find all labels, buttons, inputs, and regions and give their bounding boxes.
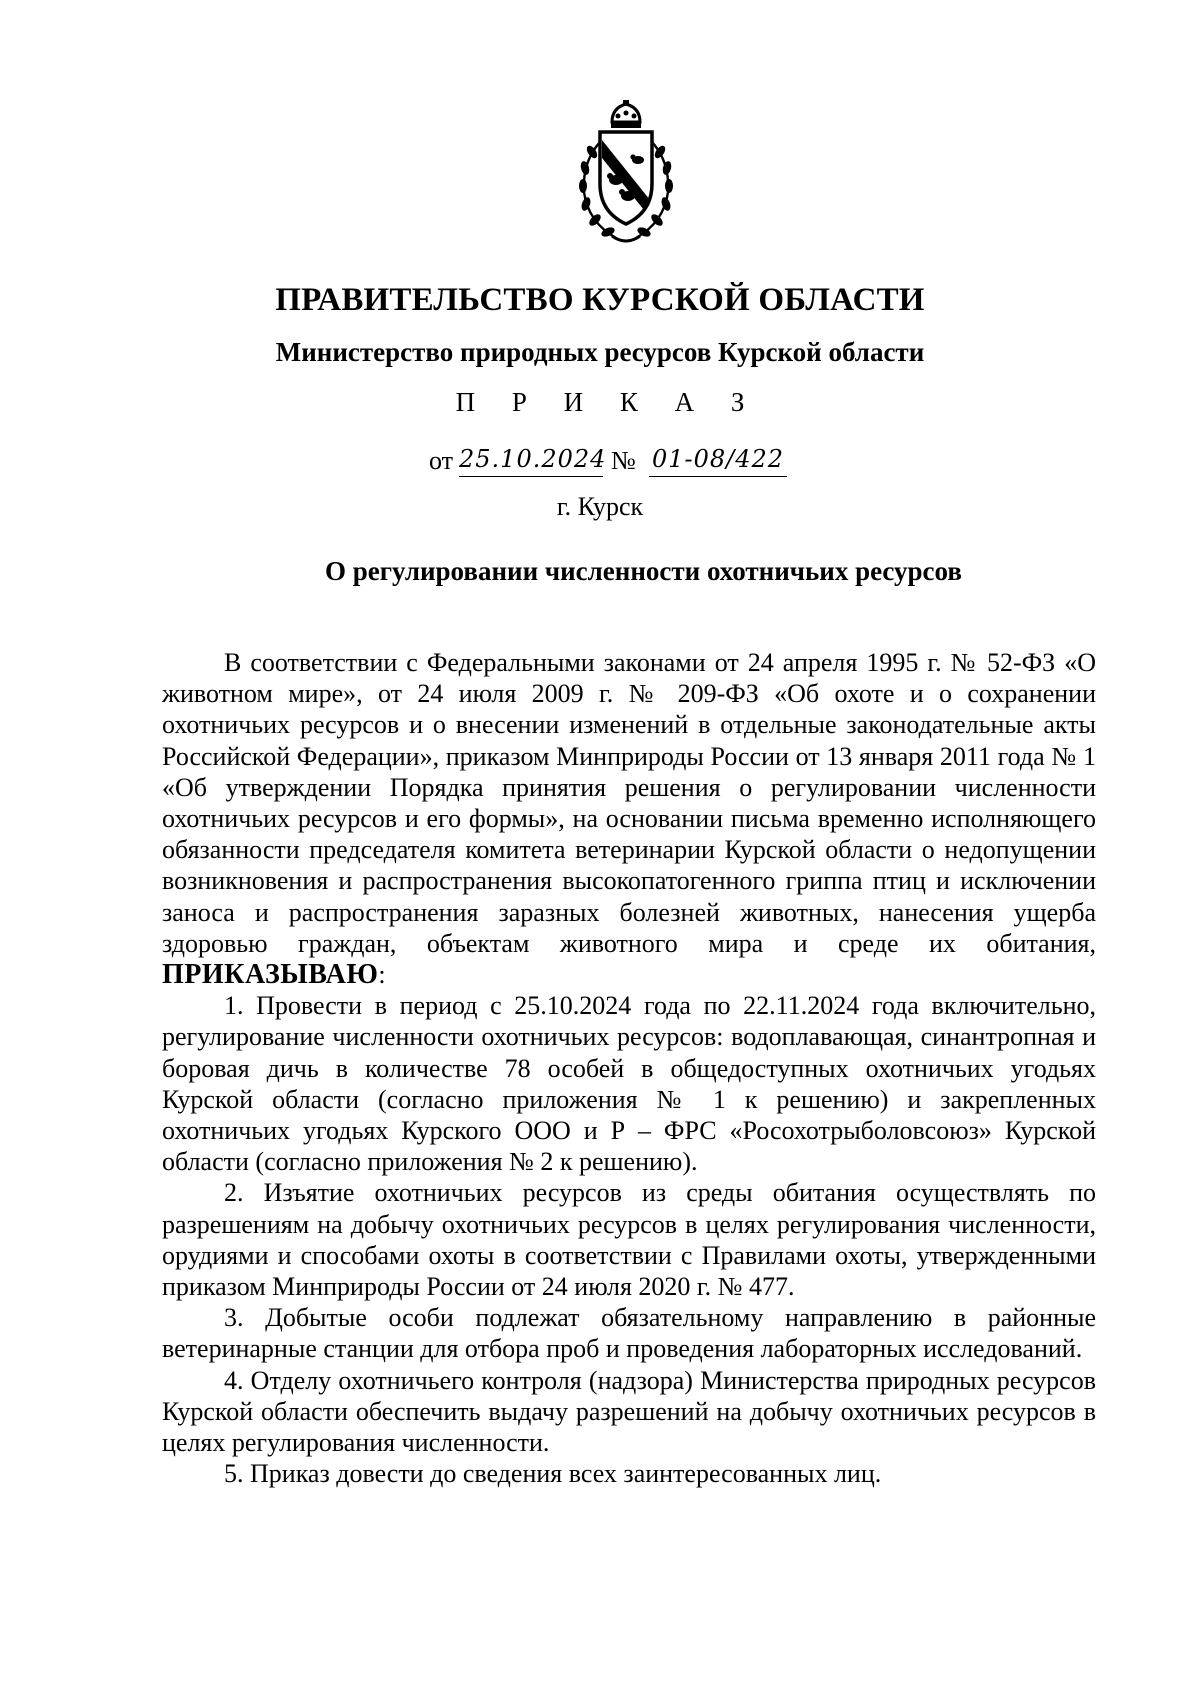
document-type: П Р И К А З [455, 387, 760, 417]
coat-of-arms-icon [568, 100, 684, 246]
date-number-line [429, 446, 829, 480]
ministry-name: Министерство природных ресурсов Курской области [275, 337, 925, 367]
order-item-4: 4. Отделу охотничьего контроля (надзора) Министерства природных ресурсов Курской области обеспечить выдачу разрешений на добычу охотничьих ресурсов в целях регулирования численности. [162, 1365, 1096, 1458]
order-item-5: 5. Приказ довести до сведения всех заинтересованных лиц. [224, 1459, 882, 1489]
preamble-paragraph [162, 647, 1096, 990]
command-suffix: : [378, 960, 386, 990]
government-title: ПРАВИТЕЛЬСТВО КУРСКОЙ ОБЛАСТИ [275, 282, 925, 318]
document-date: 25.10.2024 [459, 446, 603, 477]
preamble-text: В соответствии с Федеральными законами от 24 апреля 1995 г. № 52-ФЗ «О животном мире», от 24 июля 2009 г. № 209-ФЗ «Об охоте и о сохранении охотничьих ресурсов и о внесении изменений в отдельные законодательные акты Российской Федерации», приказом Минприроды России от 13 января 2011 года № 1 «Об утверждении Порядка принятия решения о регулировании численности охотничьих ресурсов и его формы», на основании письма временно исполняющего обязанности председателя комитета ветеринарии Курской области о недопущении возникновения и распространения высокопатогенного гриппа птиц и исключении заноса и распространения заразных болезней животных, нанесения ущерба здоровью граждан, объектам животного мира и среде их обитания, [162, 648, 1096, 958]
date-prefix: от [429, 446, 454, 475]
number-prefix: № [611, 446, 636, 475]
order-item-1: 1. Провести в период с 25.10.2024 года по 22.11.2024 года включительно, регулирование численности охотничьих ресурсов: водоплавающая, синантропная и боровая дичь в количестве 78 особей в общедоступных охотничьих угодьях Курской области (согласно приложения № 1 к решению) и закрепленных охотничьих угодьях Курского ООО и Р – ФРС «Росохотрыболовсоюз» Курской области (согласно приложения № 2 к решению). [162, 991, 1096, 1177]
document-body [162, 647, 1096, 1489]
order-item-3: 3. Добытые особи подлежат обязательному направлению в районные ветеринарные станции для отбора проб и проведения лабораторных исследований. [162, 1303, 1096, 1364]
command-word: ПРИКАЗЫВАЮ [162, 959, 379, 991]
city: г. Курск [556, 492, 644, 521]
document-subject: О регулировании численности охотничьих ресурсов [325, 556, 962, 586]
document-number: 01-08/422 [649, 446, 787, 477]
order-item-2: 2. Изъятие охотничьих ресурсов из среды обитания осуществлять по разрешениям на добычу охотничьих ресурсов в целях регулирования численности, орудиями и способами охоты в соответствии с Правилами охоты, утвержденными приказом Минприроды России от 24 июля 2020 г. № 477. [162, 1178, 1096, 1302]
